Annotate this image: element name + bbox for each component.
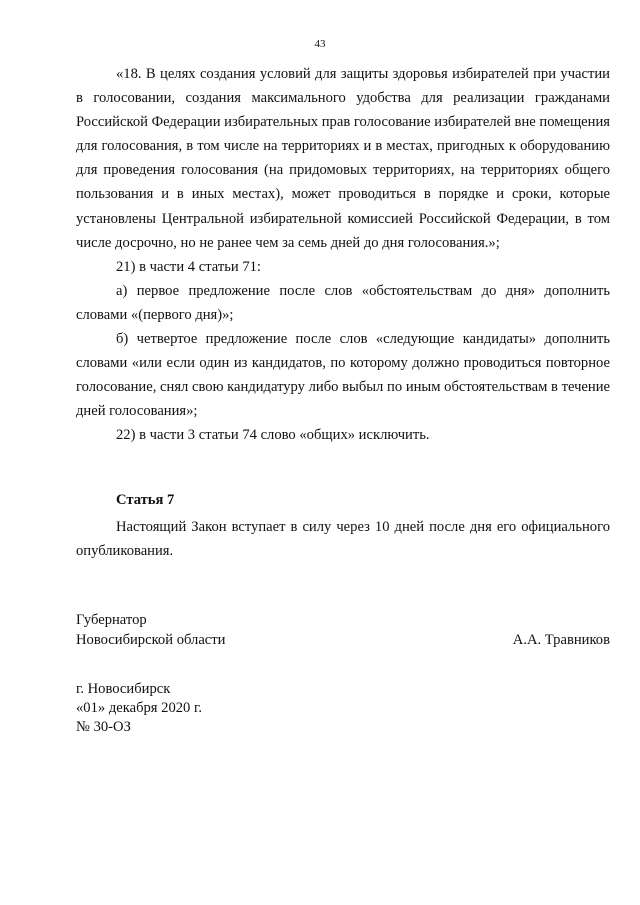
document-body bbox=[76, 62, 610, 448]
signatory-region: Новосибирской области bbox=[76, 632, 226, 648]
footer-city: г. Новосибирск bbox=[76, 681, 171, 697]
paragraph-item-21: 21) в части 4 статьи 71: bbox=[116, 258, 261, 275]
signatory-name: А.А. Травников bbox=[512, 632, 610, 648]
footer-block bbox=[76, 680, 202, 737]
page-number: 43 bbox=[314, 38, 326, 50]
footer-number: № 30-ОЗ bbox=[76, 719, 131, 735]
article-heading: Статья 7 bbox=[116, 492, 175, 508]
paragraph-subitem-a: а) первое предложение после слов «обстоятельствам до дня» дополнить словами «(первого дня)»; bbox=[76, 282, 610, 323]
paragraph-clause-18: «18. В целях создания условий для защиты здоровья избирателей при участии в голосовании, создания максимального удобства для реализации гражданами Российской Федерации избирательных прав голосование избирателей вне помещения для голосования, в том числе на территориях и в местах, пригодных к оборудованию для проведения голосования (на придомовых территориях, на территориях общего пользования и в иных местах), может проводиться в порядке и сроки, которые установлены Центральной избирательной комиссией Российской Федерации, в том числе досрочно, но не ранее чем за семь дней до дня голосования.»; bbox=[76, 66, 610, 251]
article-body bbox=[76, 515, 610, 563]
article-text: Настоящий Закон вступает в силу через 10 дней после дня его официального опубликования. bbox=[76, 519, 610, 560]
signature-block bbox=[76, 610, 610, 650]
signatory-title: Губернатор bbox=[76, 612, 147, 628]
footer-date: «01» декабря 2020 г. bbox=[76, 700, 202, 716]
paragraph-item-22: 22) в части 3 статьи 74 слово «общих» исключить. bbox=[116, 427, 430, 444]
paragraph-subitem-b: б) четвертое предложение после слов «следующие кандидаты» дополнить словами «или если один из кандидатов, по которому должно проводиться повторное голосование, снял свою кандидатуру либо выбыл по иным обстоятельствам в течение дней голосования»; bbox=[76, 331, 610, 420]
